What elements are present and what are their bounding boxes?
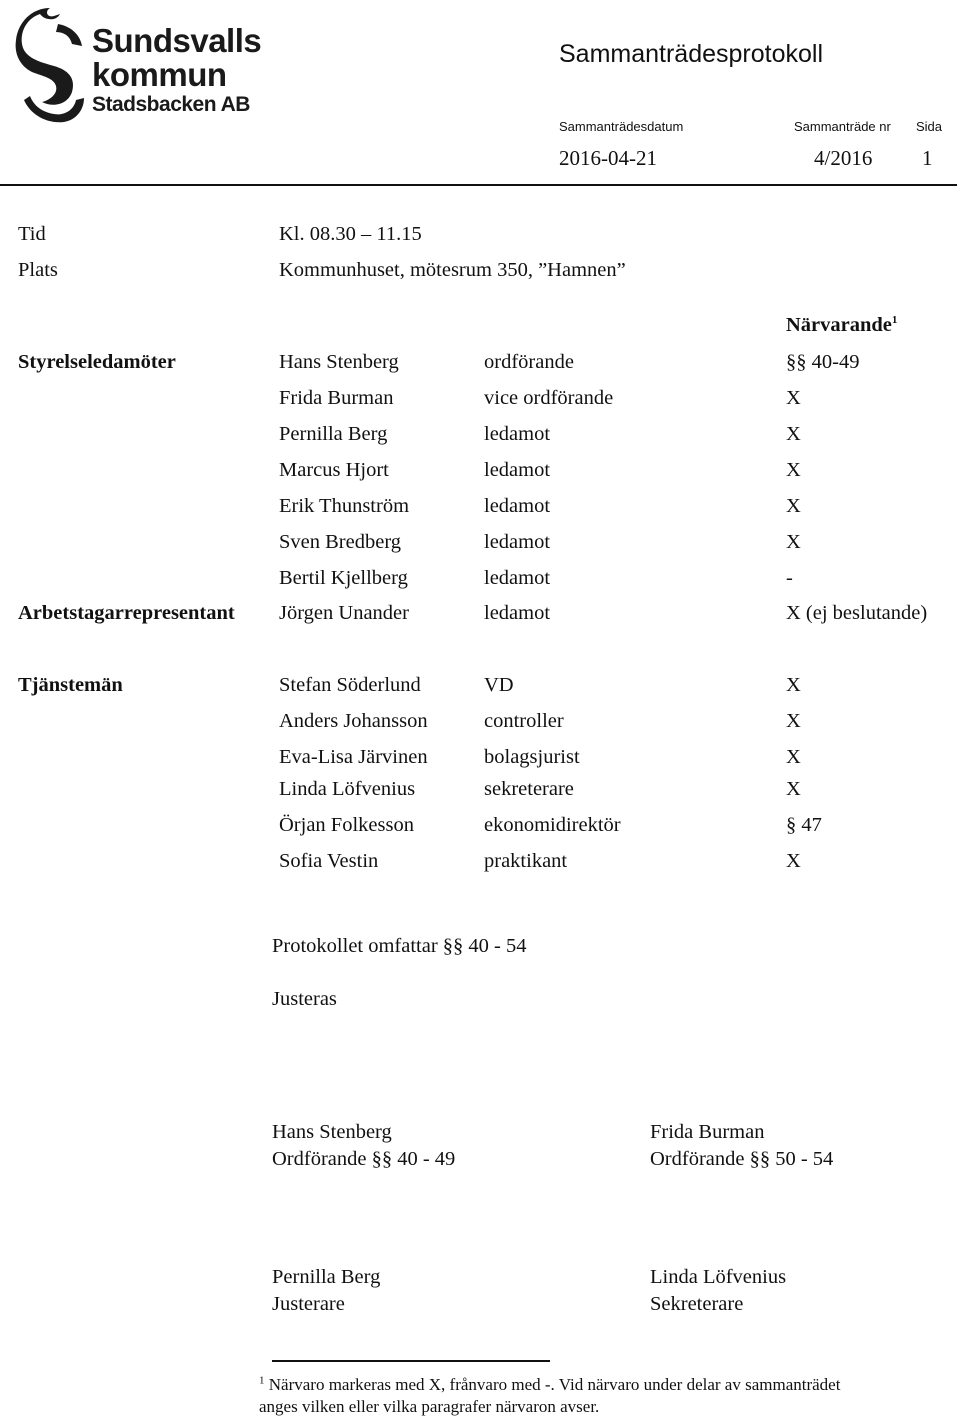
member-name: Marcus Hjort <box>279 459 389 481</box>
member-presence: X <box>786 495 801 517</box>
signature-title: Justerare <box>272 1293 345 1315</box>
member-presence: § 47 <box>786 814 822 836</box>
footnote-line-1 <box>259 1374 840 1396</box>
member-name: Anders Johansson <box>279 710 428 732</box>
footnote-text: Närvaro markeras med X, frånvaro med -. Vid närvaro under delar av sammanträdet <box>268 1375 841 1394</box>
member-name: Stefan Söderlund <box>279 674 421 696</box>
board-members-label: Styrelseledamöter <box>18 351 176 373</box>
time-value: Kl. 08.30 – 11.15 <box>279 223 422 245</box>
member-name: Sven Bredberg <box>279 531 402 553</box>
logo-line-sundsvalls: Sundsvalls <box>92 22 262 59</box>
member-role: ledamot <box>484 423 551 445</box>
footnote-divider <box>272 1360 550 1362</box>
member-presence: X <box>786 531 801 553</box>
logo-line-kommun: kommun <box>92 56 227 93</box>
member-role: VD <box>484 674 514 696</box>
meeting-number-label: Sammanträde nr <box>794 119 891 134</box>
member-role: controller <box>484 710 564 732</box>
signature-name: Frida Burman <box>650 1121 765 1143</box>
member-name: Hans Stenberg <box>279 351 399 373</box>
member-name: Erik Thunström <box>279 495 410 517</box>
footnote-marker: 1 <box>259 1374 265 1387</box>
member-name: Frida Burman <box>279 387 394 409</box>
header-divider <box>0 184 957 186</box>
member-presence: X <box>786 850 801 872</box>
signature-title: Ordförande §§ 40 - 49 <box>272 1148 456 1170</box>
place-value: Kommunhuset, mötesrum 350, ”Hamnen” <box>279 259 626 281</box>
place-label: Plats <box>18 259 58 281</box>
member-name: Pernilla Berg <box>279 423 388 445</box>
member-presence: §§ 40-49 <box>786 351 860 373</box>
member-role: ordförande <box>484 351 574 373</box>
signature-name: Pernilla Berg <box>272 1266 381 1288</box>
member-name: Sofia Vestin <box>279 850 379 872</box>
page-label: Sida <box>916 119 943 134</box>
attendance-header <box>786 313 897 337</box>
officials-label: Tjänstemän <box>18 674 123 696</box>
member-presence: X <box>786 674 801 696</box>
meeting-number-value: 4/2016 <box>814 146 873 170</box>
member-role: praktikant <box>484 850 568 872</box>
member-presence: X <box>786 423 801 445</box>
signature-name: Hans Stenberg <box>272 1121 392 1143</box>
employee-rep-presence: X (ej beslutande) <box>786 602 928 624</box>
employee-rep-name: Jörgen Unander <box>279 602 409 624</box>
member-name: Eva-Lisa Järvinen <box>279 746 428 768</box>
member-presence: X <box>786 459 801 481</box>
signature-title: Sekreterare <box>650 1293 744 1315</box>
member-role: bolagsjurist <box>484 746 580 768</box>
attendance-header-text: Närvarande <box>786 314 892 336</box>
member-role: ledamot <box>484 531 551 553</box>
member-role: sekreterare <box>484 778 574 800</box>
member-role: ledamot <box>484 459 551 481</box>
protocol-scope: Protokollet omfattar §§ 40 - 54 <box>272 935 527 957</box>
employee-rep-label: Arbetstagarrepresentant <box>18 602 235 624</box>
member-name: Örjan Folkesson <box>279 814 414 836</box>
member-role: ledamot <box>484 567 551 589</box>
logo-line-stadsbacken: Stadsbacken AB <box>92 93 250 116</box>
signature-title: Ordförande §§ 50 - 54 <box>650 1148 834 1170</box>
footnote-line-2: anges vilken eller vilka paragrafer närvaron avser. <box>259 1397 600 1416</box>
time-label: Tid <box>18 223 46 245</box>
member-name: Bertil Kjellberg <box>279 567 408 589</box>
member-presence: X <box>786 778 801 800</box>
member-role: vice ordförande <box>484 387 614 409</box>
member-presence: - <box>786 567 793 589</box>
meeting-date-value: 2016-04-21 <box>559 146 657 170</box>
member-role: ledamot <box>484 495 551 517</box>
member-presence: X <box>786 387 801 409</box>
member-role: ekonomidirektör <box>484 814 621 836</box>
page-number-value: 1 <box>922 146 933 170</box>
meeting-date-label: Sammanträdesdatum <box>559 119 684 134</box>
document-title: Sammanträdesprotokoll <box>559 40 824 68</box>
signature-name: Linda Löfvenius <box>650 1266 787 1288</box>
member-name: Linda Löfvenius <box>279 778 416 800</box>
employee-rep-role: ledamot <box>484 602 551 624</box>
sundsvalls-kommun-logo <box>14 4 264 128</box>
dragon-emblem-icon <box>14 4 86 128</box>
member-presence: X <box>786 746 801 768</box>
footnote-ref: 1 <box>891 314 898 327</box>
adjusted-label: Justeras <box>272 988 337 1010</box>
member-presence: X <box>786 710 801 732</box>
